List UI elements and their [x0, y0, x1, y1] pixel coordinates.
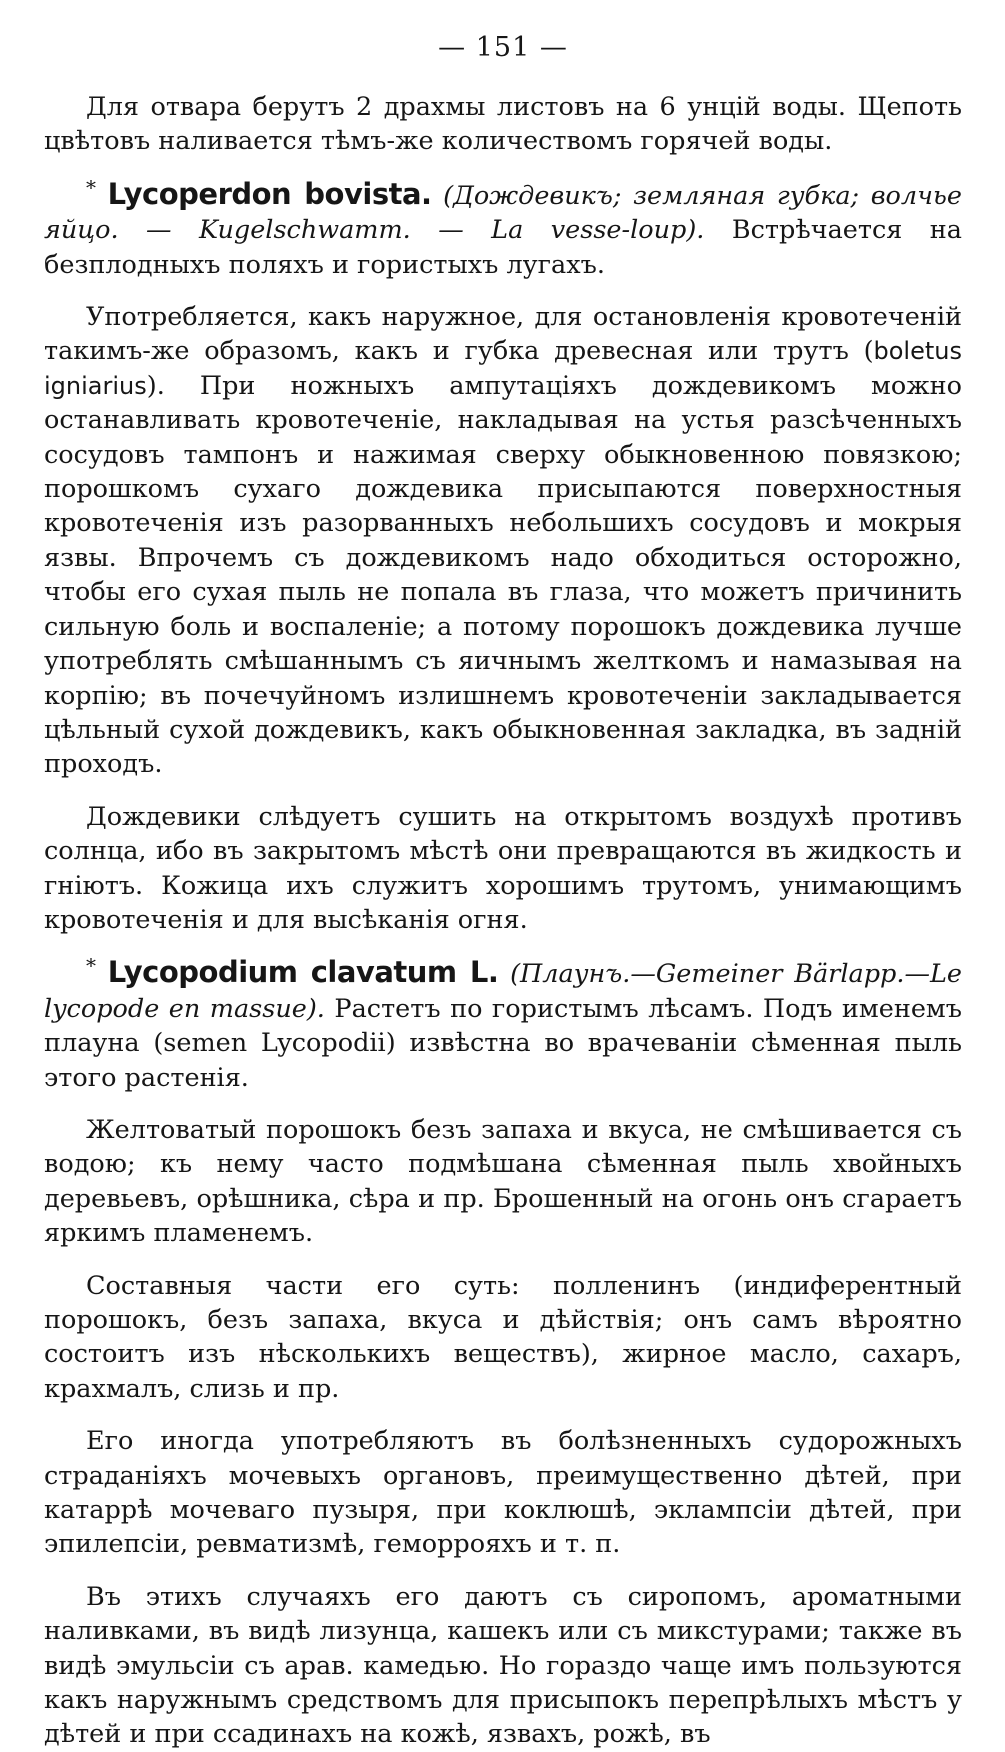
entry-term: Lycoperdon bovista. [107, 176, 432, 211]
entry-description: Встрѣчается на безплодныхъ поляхъ и гористыхъ лугахъ. [44, 215, 962, 280]
paragraph-drying [44, 800, 962, 938]
entry-synonyms: (Плаунъ.—Gemeiner Bärlapp.—Le lycopode en massue). [44, 959, 962, 1024]
paragraph-administration [44, 1580, 962, 1752]
asterisk-marker: * [86, 175, 96, 200]
asterisk-marker: * [86, 953, 96, 978]
entry-description: Растетъ по гористымъ лѣсамъ. Подъ именемъ плауна (semen Lycopodii) извѣстна во врачеваніи сѣменная пыль этого растенія. [44, 993, 962, 1093]
paragraph-composition [44, 1269, 962, 1407]
paragraph-decoction [44, 90, 962, 159]
paragraph-powder [44, 1113, 962, 1251]
paragraph-text: Его иногда употребляютъ въ болѣзненныхъ судорожныхъ страданіяхъ мочевыхъ органовъ, преимущественно дѣтей, при катаррѣ мочеваго пузыря, при коклюшѣ, эклампсіи дѣтей, при эпилепсіи, ревматизмѣ, геморрояхъ и т. п. [44, 1426, 962, 1560]
latin-term: boletus igniarius [44, 337, 962, 400]
page-number: — 151 — [438, 32, 568, 63]
paragraph-text: Употребляется, какъ наружное, для остановленія кровотеченій такимъ-же образомъ, какъ и губка древесная или трутъ ( [44, 302, 962, 367]
entry-lycopodium-clavatum [44, 955, 962, 1095]
paragraph-text: ). При ножныхъ ампутаціяхъ дождевикомъ можно останавливать кровотеченіе, накладывая на устья разсѣченныхъ сосудовъ тампонъ и нажимая сверху обыкновенною повязкою; порошкомъ сухаго дождевика присыпаются поверхностныя кровотеченія изъ разорванныхъ небольшихъ сосудовъ и мокрыя язвы. Впрочемъ съ дождевикомъ надо обходиться осторожно, чтобы его сухая пыль не попала въ глаза, что можетъ причинить сильную боль и воспаленіе; а потому порошокъ дождевика лучше употреблять смѣшаннымъ съ яичнымъ желткомъ и намазывая на корпію; въ почечуйномъ излишнемъ кровотеченіи закладывается цѣльный сухой дождевикъ, какъ обыкновенная закладка, въ заднiй проходъ. [44, 370, 962, 780]
paragraph-text: Для отвара берутъ 2 драхмы листовъ на 6 унцій воды. Щепоть цвѣтовъ наливается тѣмъ-же количествомъ горячей воды. [44, 92, 962, 157]
paragraph-text: Дождевики слѣдуетъ сушить на открытомъ воздухѣ противъ солнца, ибо въ закрытомъ мѣстѣ они превращаются въ жидкость и гніютъ. Кожица ихъ служитъ хорошимъ трутомъ, унимающимъ кровотеченія и для высѣканія огня. [44, 801, 962, 935]
paragraph-text: Составныя части его суть: полленинъ (индиферентный порошокъ, безъ запаха, вкуса и дѣйствія; онъ самъ вѣроятно состоитъ изъ нѣсколькихъ веществъ), жирное масло, сахаръ, крахмалъ, слизь и пр. [44, 1270, 962, 1404]
paragraph-text: Въ этихъ случаяхъ его даютъ съ сиропомъ, ароматными наливками, въ видѣ лизунца, кашекъ или съ микстурами; также въ видѣ эмульсіи съ арав. камедью. Но гораздо чаще имъ пользуются какъ наружнымъ средствомъ для присыпокъ перепрѣлыхъ мѣстъ у дѣтей и при ссадинахъ на кожѣ, язвахъ, рожѣ, въ [44, 1581, 962, 1750]
paragraph-text: Желтоватый порошокъ безъ запаха и вкуса, не смѣшивается съ водою; къ нему часто подмѣшана сѣменная пыль хвойныхъ деревьевъ, орѣшника, сѣра и пр. Брошенный на огонь онъ сгараетъ яркимъ пламенемъ. [44, 1114, 962, 1249]
entry-lycoperdon-bovista [44, 177, 962, 282]
entry-synonyms: (Дождевикъ; земляная губка; волчье яйцо. — Kugelschwamm. — La vesse-loup). [44, 180, 962, 246]
paragraph-indications [44, 1424, 962, 1562]
paragraph-usage [44, 300, 962, 782]
document-page [44, 28, 962, 1750]
entry-term: Lycopodium clavatum L. [107, 955, 499, 990]
